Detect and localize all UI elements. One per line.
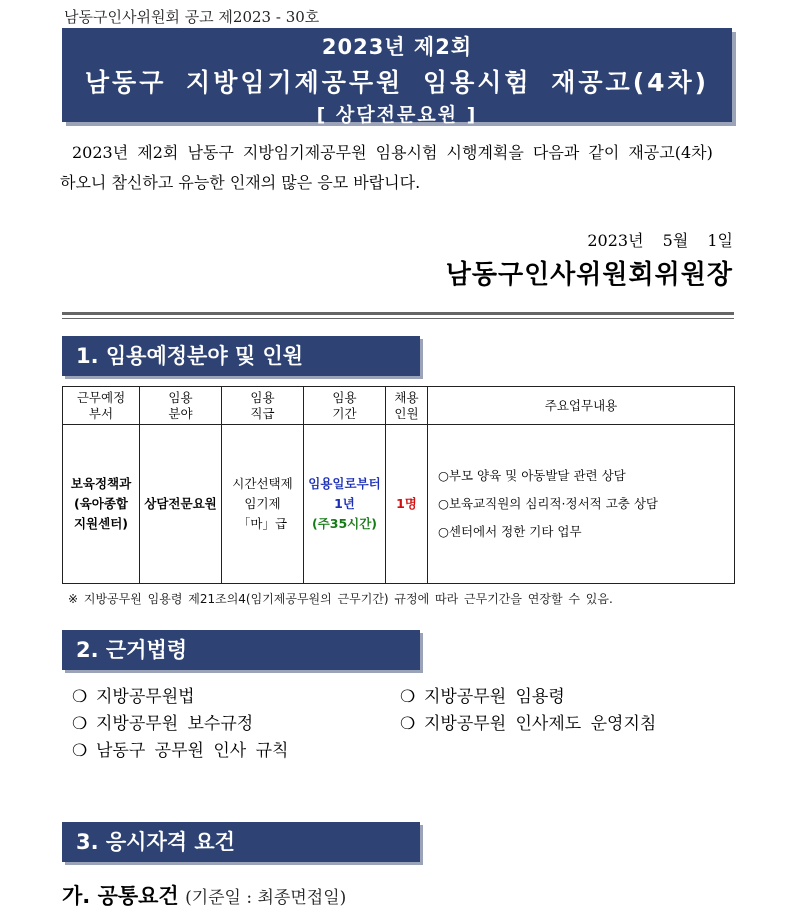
cell-period: 임용일로부터 1년 (주35시간) [304,425,386,584]
section-heading-laws: 2. 근거법령 [62,630,420,670]
duty-item: ○부모 양육 및 아동발달 관련 상담 [438,468,626,483]
bullet-icon: ❍ [400,714,416,734]
table-row [63,425,735,584]
intro-line-2: 하오니 참신하고 유능한 인재의 많은 응모 바랍니다. [60,173,421,192]
law-item: ❍ 지방공무원 보수규정 [72,711,253,738]
signer: 남동구인사위원회위원장 [445,260,733,290]
divider-thin [62,318,734,319]
sub-heading-note: (기준일 : 최종면접일) [185,888,347,908]
cell-grade: 시간선택제 임기제 「마」급 [222,425,304,584]
section-heading-qualifications: 3. 응시자격 요건 [62,822,420,862]
duty-item: ○센터에서 정한 기타 업무 [438,524,582,539]
section-heading-positions: 1. 임용예정분야 및 인원 [62,336,420,376]
header-count: 채용 인원 [386,387,428,425]
title-banner [62,28,732,126]
divider-thick [62,312,734,315]
banner-round: 2023년 제2회 [321,35,473,59]
header-period: 임용 기간 [304,387,386,425]
law-item: ❍ 남동구 공무원 인사 규칙 [72,738,288,765]
law-item: ❍ 지방공무원 임용령 [400,684,565,711]
sub-heading-title: 가. 공통요건 [62,884,179,908]
header-duties: 주요업무내용 [428,387,735,425]
positions-table [62,386,735,584]
bullet-icon: ❍ [72,687,88,707]
banner-title: 남동구 지방임기제공무원 임용시험 재공고(4차) [84,68,710,97]
table-footnote: ※ 지방공무원 임용령 제21조의4(임기제공무원의 근무기간) 규정에 따라 근무기간을 연장할 수 있음. [68,592,613,606]
bullet-icon: ❍ [400,687,416,707]
header-grade: 임용 직급 [222,387,304,425]
table-header-row [63,387,735,425]
bullet-icon: ❍ [72,714,88,734]
bullet-icon: ❍ [72,741,88,761]
header-field: 임용 분야 [140,387,222,425]
cell-dept: 보육정책과 (육아종합 지원센터) [63,425,140,584]
intro-line-1: 2023년 제2회 남동구 지방임기제공무원 임용시험 시행계획을 다음과 같이 재공고(4차) [72,143,713,162]
cell-field: 상담전문요원 [140,425,222,584]
header-dept: 근무예정 부서 [63,387,140,425]
cell-count: 1명 [386,425,428,584]
duty-item: ○보육교직원의 심리적·정서적 고충 상담 [438,496,659,511]
notice-date: 2023년 5월 1일 [587,231,733,250]
notice-number: 남동구인사위원회 공고 제2023 - 30호 [64,8,320,26]
law-item: ❍ 지방공무원 인사제도 운영지침 [400,711,656,738]
sub-heading-common [62,880,346,910]
cell-duties [428,425,735,584]
intro-paragraph [60,138,740,198]
law-item: ❍ 지방공무원법 [72,684,195,711]
banner-position: [ 상담전문요원 ] [316,104,478,126]
